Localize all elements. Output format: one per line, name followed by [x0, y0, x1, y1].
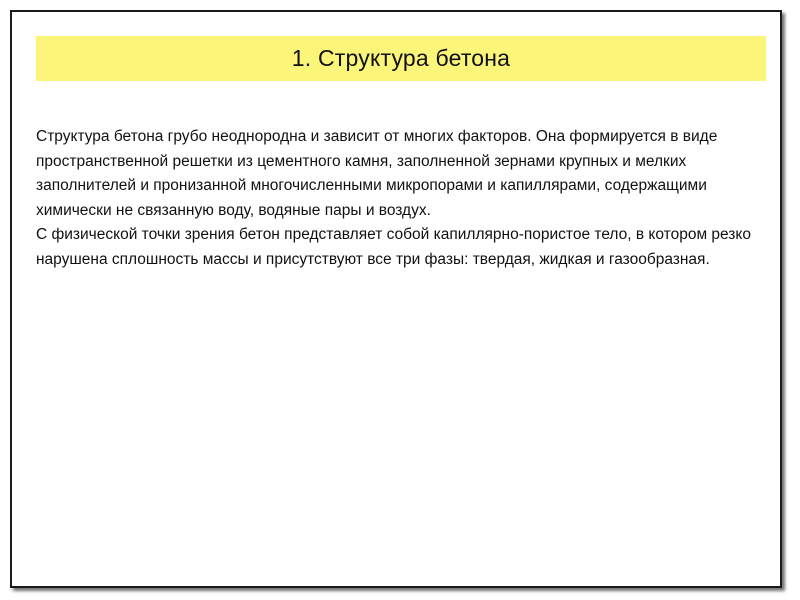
slide-frame — [10, 10, 782, 588]
slide-body — [36, 125, 761, 272]
slide-title: 1. Структура бетона — [291, 45, 511, 71]
body-paragraph-1: Структура бетона грубо неоднородна и зависит от многих факторов. Она формируется в виде пространственной решетки из цементного камня, заполненной зернами крупных и мелких заполнителей и пронизанной многочисленными микропорами и капиллярами, содержащими химически не связанную воду, водяные пары и воздух. — [36, 128, 718, 219]
body-paragraph-2: С физической точки зрения бетон представляет собой капиллярно-пористое тело, в котором резко нарушена сплошность массы и присутствуют все три фазы: твердая, жидкая и газообразная. — [36, 226, 751, 268]
title-banner — [36, 36, 766, 81]
